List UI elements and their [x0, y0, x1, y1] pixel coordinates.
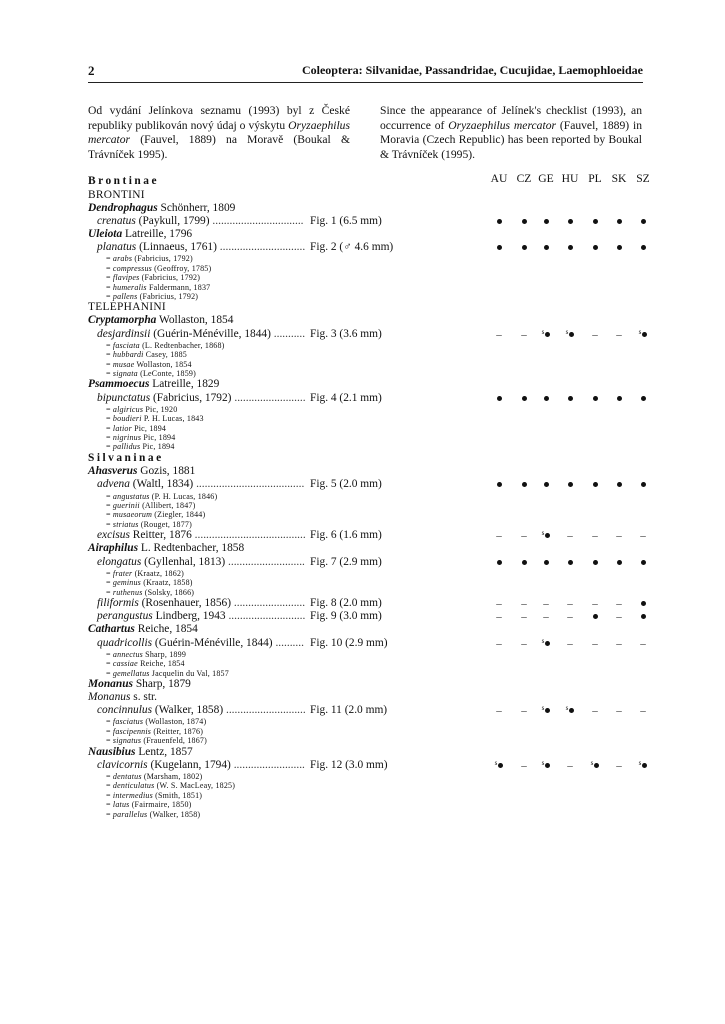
figure-reference: Fig. 12 (3.0 mm) — [310, 758, 388, 771]
leader-dots: ........................... — [228, 610, 306, 623]
present-dot-icon — [487, 392, 511, 405]
figure-reference: Fig. 2 (♂ 4.6 mm) — [310, 241, 394, 254]
present-dot-icon — [512, 392, 536, 405]
synonym-name: dentatus — [112, 772, 142, 781]
present-dot-icon — [512, 556, 536, 569]
synonym-name: denticulatus — [112, 781, 155, 791]
present-dot-icon — [631, 610, 655, 623]
synonym-author: P. H. Lucas, 1843 — [143, 414, 204, 424]
absent-dash-icon: – — [592, 328, 598, 341]
absent-dash-icon: – — [521, 705, 527, 718]
genus-row — [88, 228, 648, 241]
synonym-author: (Smith, 1851) — [155, 790, 203, 800]
synonym-name: algiricus — [112, 404, 144, 414]
synonym-author: (Walker, 1858) — [149, 809, 201, 819]
present-dot-icon — [558, 556, 582, 569]
genus-name: Dendrophagus — [88, 201, 158, 214]
subgenus-author: s. str. — [133, 691, 158, 704]
absent-dash-icon: – — [521, 759, 527, 772]
present-dot-icon — [631, 241, 655, 254]
synonym-author: Reiche, 1854 — [140, 659, 185, 669]
synonym-name: signata — [112, 368, 138, 378]
synonym-author: Pic, 1894 — [134, 423, 167, 433]
synonym-name: hubbardi — [112, 350, 144, 360]
present-dot-icon — [512, 478, 536, 491]
species-author: (Waltl, 1834) — [132, 478, 194, 491]
synonym-author: (L. Redtenbacher, 1868) — [142, 340, 225, 350]
present-dot-icon — [558, 392, 582, 405]
synanthropic-present-dot-icon: s — [631, 759, 655, 774]
leader-dots: ....................................... — [194, 529, 306, 542]
absent-dash-icon: – — [616, 530, 622, 543]
species-name: elongatus — [97, 555, 142, 568]
species-author: (Fabricius, 1792) — [153, 391, 232, 404]
synonym-name: geminus — [112, 578, 141, 588]
genus-name: Nausibius — [88, 745, 136, 758]
species-name: filiformis — [97, 597, 139, 609]
leader-dots: ...................................... — [196, 478, 305, 491]
figure-reference: Fig. 5 (2.0 mm) — [310, 478, 382, 491]
present-dot-icon — [631, 392, 655, 405]
absent-dash-icon: – — [567, 759, 573, 772]
absent-dash-icon: – — [521, 530, 527, 543]
species-author: (Guérin-Ménéville, 1844) — [154, 636, 273, 649]
species-name: concinnulus — [97, 704, 153, 717]
species-name: advena — [97, 478, 130, 491]
species-author: (Walker, 1858) — [154, 704, 224, 717]
synonym-author: (Rouget, 1877) — [140, 519, 192, 529]
absent-dash-icon: – — [567, 637, 573, 650]
synonym-name: annectus — [112, 649, 143, 659]
genus-author: Schönherr, 1809 — [160, 201, 236, 214]
synonym-name: fasciatus — [112, 717, 144, 727]
tribe-heading — [88, 301, 648, 314]
present-dot-icon — [534, 392, 558, 405]
present-dot-icon — [487, 478, 511, 491]
genus-author: Reiche, 1854 — [137, 623, 198, 636]
genus-name: Cathartus — [88, 623, 135, 636]
synonym-name: guerinii — [112, 501, 140, 510]
genus-row — [88, 746, 648, 759]
absent-dash-icon: – — [496, 598, 502, 610]
country-header-sk: SK — [611, 172, 627, 185]
synonym-author: Pic, 1894 — [142, 442, 175, 452]
synonym-author: Sharp, 1899 — [145, 649, 187, 659]
genus-row — [88, 202, 648, 215]
synonym-name: latior — [112, 423, 132, 433]
leader-dots: ......................... — [233, 758, 305, 771]
present-dot-icon — [512, 215, 536, 228]
genus-row — [88, 542, 648, 555]
synonym-author: (LeConte, 1859) — [140, 368, 196, 378]
synonym-name: ruthenus — [112, 587, 143, 597]
synanthropic-present-dot-icon: s — [534, 759, 558, 774]
absent-dash-icon: – — [616, 705, 622, 718]
running-header — [88, 63, 643, 81]
header-rule — [88, 82, 643, 83]
subgenus-name: Monanus — [88, 691, 131, 704]
synonym-name: signatus — [112, 736, 142, 746]
absent-dash-icon: – — [616, 759, 622, 772]
genus-row — [88, 378, 648, 391]
absent-dash-icon: – — [521, 328, 527, 341]
absent-dash-icon: – — [592, 705, 598, 718]
present-dot-icon — [558, 241, 582, 254]
country-header-hu: HU — [561, 172, 579, 185]
present-dot-icon — [607, 478, 631, 491]
synanthropic-present-dot-icon: s — [583, 759, 607, 774]
synonym-name: latus — [112, 800, 130, 810]
genus-row — [88, 678, 648, 691]
subfamily-heading — [88, 175, 648, 188]
absent-dash-icon: – — [496, 530, 502, 543]
species-name: clavicornis — [97, 758, 148, 771]
synanthropic-present-dot-icon: s — [558, 328, 582, 343]
present-dot-icon — [534, 478, 558, 491]
absent-dash-icon: – — [567, 598, 573, 610]
figure-reference: Fig. 9 (3.0 mm) — [310, 610, 382, 623]
synonym-author: (Wollaston, 1874) — [145, 717, 207, 727]
synonym-author: (Allibert, 1847) — [142, 501, 196, 510]
subfamily-name: Silvaninae — [88, 451, 164, 464]
page-number: 2 — [88, 63, 95, 78]
synanthropic-present-dot-icon: s — [558, 704, 582, 719]
leader-dots: ................................ — [212, 214, 304, 227]
synonym-author: (Geoffroy, 1785) — [154, 263, 212, 273]
synonym-name: pallens — [112, 291, 138, 301]
synonym-name: gemellatus — [112, 668, 150, 678]
synanthropic-present-dot-icon: s — [534, 328, 558, 343]
synonym-name: angustatus — [112, 491, 150, 501]
present-dot-icon — [631, 597, 655, 610]
country-header-sz: SZ — [636, 172, 650, 185]
genus-name: Psammoecus — [88, 378, 150, 391]
absent-dash-icon: – — [496, 637, 502, 650]
synonym-author: Jacquelin du Val, 1857 — [151, 668, 229, 678]
absent-dash-icon: – — [592, 598, 598, 610]
synonym-name: compressus — [112, 263, 152, 273]
figure-reference: Fig. 8 (2.0 mm) — [310, 597, 382, 609]
present-dot-icon — [512, 241, 536, 254]
species-name: bipunctatus — [97, 391, 151, 404]
absent-dash-icon: – — [567, 611, 573, 624]
genus-author: L. Redtenbacher, 1858 — [140, 542, 245, 555]
genus-name: Ahasverus — [88, 465, 138, 478]
leader-dots: ........... — [273, 327, 306, 340]
absent-dash-icon: – — [592, 530, 598, 543]
absent-dash-icon: – — [640, 530, 646, 543]
absent-dash-icon: – — [543, 598, 549, 610]
leader-dots: .......... — [275, 636, 304, 649]
genus-row — [88, 623, 648, 636]
genus-row — [88, 465, 648, 478]
present-dot-icon — [558, 215, 582, 228]
leader-dots: ............................ — [225, 704, 306, 717]
absent-dash-icon: – — [616, 598, 622, 610]
present-dot-icon — [534, 556, 558, 569]
genus-name: Uleiota — [88, 227, 123, 240]
species-author: (Kugelann, 1794) — [150, 758, 231, 771]
leader-dots: ......................... — [233, 597, 306, 609]
absent-dash-icon: – — [616, 611, 622, 624]
synonym-author: (Reitter, 1876) — [153, 726, 204, 736]
intro-english: Since the appearance of Jelínek's checklist (1993), an occurrence of Oryzaephilus mercator (Fauvel, 1889) in Moravia (Czech Republic) has been reported by Boukal & Trávníček (1995). — [380, 104, 642, 161]
synonym-author: (Fabricius, 1792) — [141, 273, 201, 283]
absent-dash-icon: – — [496, 328, 502, 341]
species-name: excisus — [97, 529, 130, 542]
synonym-name: pallidus — [112, 442, 141, 452]
species-author: (Guérin-Ménéville, 1844) — [153, 327, 271, 340]
absent-dash-icon: – — [640, 705, 646, 718]
subfamily-heading — [88, 452, 648, 465]
synonym-author: (Kraatz, 1862) — [134, 568, 185, 578]
synanthropic-present-dot-icon: s — [487, 759, 511, 774]
present-dot-icon — [607, 241, 631, 254]
present-dot-icon — [607, 392, 631, 405]
present-dot-icon — [607, 556, 631, 569]
running-title: Coleoptera: Silvanidae, Passandridae, Cucujidae, Laemophloeidae — [301, 63, 643, 77]
species-name: planatus — [97, 241, 137, 254]
present-dot-icon — [583, 241, 607, 254]
genus-author: Wollaston, 1854 — [159, 314, 234, 327]
species-author: (Linnaeus, 1761) — [139, 241, 217, 254]
figure-reference: Fig. 10 (2.9 mm) — [310, 636, 388, 649]
leader-dots: ........................... — [228, 555, 305, 568]
figure-reference: Fig. 7 (2.9 mm) — [310, 555, 382, 568]
synonym-name: flavipes — [112, 273, 140, 283]
absent-dash-icon: – — [616, 637, 622, 650]
absent-dash-icon: – — [521, 611, 527, 624]
present-dot-icon — [631, 478, 655, 491]
absent-dash-icon: – — [521, 598, 527, 610]
absent-dash-icon: – — [640, 637, 646, 650]
present-dot-icon — [631, 556, 655, 569]
leader-dots: ......................... — [234, 391, 306, 404]
absent-dash-icon: – — [496, 611, 502, 624]
present-dot-icon — [583, 215, 607, 228]
present-dot-icon — [534, 215, 558, 228]
synonym-author: Pic, 1920 — [145, 404, 178, 414]
synonym-name: striatus — [112, 519, 139, 529]
genus-author: Lentz, 1857 — [138, 745, 193, 758]
synonym-name: humeralis — [112, 282, 147, 292]
absent-dash-icon: – — [521, 637, 527, 650]
absent-dash-icon: – — [592, 637, 598, 650]
genus-row — [88, 314, 648, 327]
subfamily-name: Brontinae — [88, 175, 160, 187]
present-dot-icon — [558, 478, 582, 491]
country-header-au: AU — [490, 172, 508, 185]
synonym-author: Pic, 1894 — [143, 432, 176, 442]
synanthropic-present-dot-icon: s — [631, 328, 655, 343]
synonym-author: (Fairmaire, 1850) — [131, 800, 192, 810]
genus-author: Sharp, 1879 — [135, 678, 191, 690]
present-dot-icon — [583, 392, 607, 405]
synonym-name: musaeorum — [112, 510, 153, 520]
synonym-name: intermedius — [112, 790, 153, 800]
genus-author: Latreille, 1829 — [152, 378, 220, 391]
present-dot-icon — [487, 556, 511, 569]
species-name: perangustus — [97, 610, 153, 623]
country-header-ge: GE — [538, 172, 554, 185]
synonym-author: (Marsham, 1802) — [143, 772, 203, 781]
species-author: (Paykull, 1799) — [138, 214, 210, 227]
figure-reference: Fig. 4 (2.1 mm) — [310, 391, 382, 404]
synonym-author: (Ziegler, 1844) — [154, 510, 206, 520]
synanthropic-present-dot-icon: s — [534, 704, 558, 719]
species-name: desjardinsii — [97, 327, 151, 340]
synanthropic-present-dot-icon: s — [534, 529, 558, 544]
synonym-author: Wollaston, 1854 — [136, 359, 192, 369]
present-dot-icon — [534, 241, 558, 254]
present-dot-icon — [583, 556, 607, 569]
genus-name: Airaphilus — [88, 542, 139, 555]
leader-dots: .............................. — [219, 241, 306, 254]
genus-name: Cryptamorpha — [88, 314, 157, 327]
present-dot-icon — [631, 215, 655, 228]
synonym-author: (W. S. MacLeay, 1825) — [156, 781, 236, 791]
synonym-author: (Solsky, 1866) — [144, 587, 195, 597]
synonym-name: nigrinus — [112, 432, 142, 442]
tribe-name: BRONTINI — [88, 188, 145, 201]
species-name: quadricollis — [97, 636, 153, 649]
intro-czech: Od vydání Jelínkova seznamu (1993) byl z České republiky publikován nový údaj o výskytu Oryzaephilus mercator (Fauvel, 1889) na Moravě (Boukal & Trávníček 1995). — [88, 104, 350, 161]
absent-dash-icon: – — [616, 328, 622, 341]
species-name: crenatus — [97, 214, 136, 227]
genus-author: Gozis, 1881 — [140, 465, 196, 478]
absent-dash-icon: – — [543, 611, 549, 624]
figure-reference: Fig. 1 (6.5 mm) — [310, 214, 382, 227]
present-dot-icon — [487, 215, 511, 228]
synonym-author: (P. H. Lucas, 1846) — [151, 491, 218, 501]
synonym-author: Casey, 1885 — [145, 350, 187, 360]
species-author: (Gyllenhal, 1813) — [144, 555, 226, 568]
absent-dash-icon: – — [567, 530, 573, 543]
genus-name: Monanus — [88, 678, 133, 690]
synonym-name: arabs — [112, 254, 133, 264]
synonym-name: cassiae — [112, 659, 138, 669]
synonym-name: musae — [112, 359, 135, 369]
tribe-heading — [88, 189, 648, 202]
synonym-author: (Kraatz, 1858) — [143, 578, 193, 588]
synonym-name: fascipennis — [112, 726, 152, 736]
synonym-author: (Frauenfeld, 1867) — [143, 736, 207, 746]
synonym-name: parallelus — [112, 809, 148, 819]
present-dot-icon — [583, 478, 607, 491]
synonym-name: boudieri — [112, 414, 142, 424]
figure-reference: Fig. 11 (2.0 mm) — [310, 704, 388, 717]
species-author: (Rosenhauer, 1856) — [141, 597, 232, 609]
synonym-author: Faldermann, 1837 — [148, 282, 211, 292]
figure-reference: Fig. 6 (1.6 mm) — [310, 529, 382, 542]
present-dot-icon — [583, 610, 607, 623]
synonym-author: (Fabricius, 1792) — [134, 254, 193, 264]
country-header-cz: CZ — [516, 172, 532, 185]
synonym-name: fasciata — [112, 340, 140, 350]
synonym-author: (Fabricius, 1792) — [139, 291, 199, 301]
present-dot-icon — [607, 215, 631, 228]
genus-author: Latreille, 1796 — [125, 227, 193, 240]
tribe-name: TELEPHANINI — [88, 301, 166, 314]
subgenus-row — [88, 691, 648, 704]
present-dot-icon — [487, 241, 511, 254]
synonym-name: frater — [112, 568, 133, 578]
species-author: Lindberg, 1943 — [155, 610, 226, 623]
figure-reference: Fig. 3 (3.6 mm) — [310, 327, 382, 340]
country-header-pl: PL — [588, 172, 602, 185]
species-author: Reitter, 1876 — [132, 529, 192, 542]
absent-dash-icon: – — [496, 705, 502, 718]
synanthropic-present-dot-icon: s — [534, 637, 558, 652]
